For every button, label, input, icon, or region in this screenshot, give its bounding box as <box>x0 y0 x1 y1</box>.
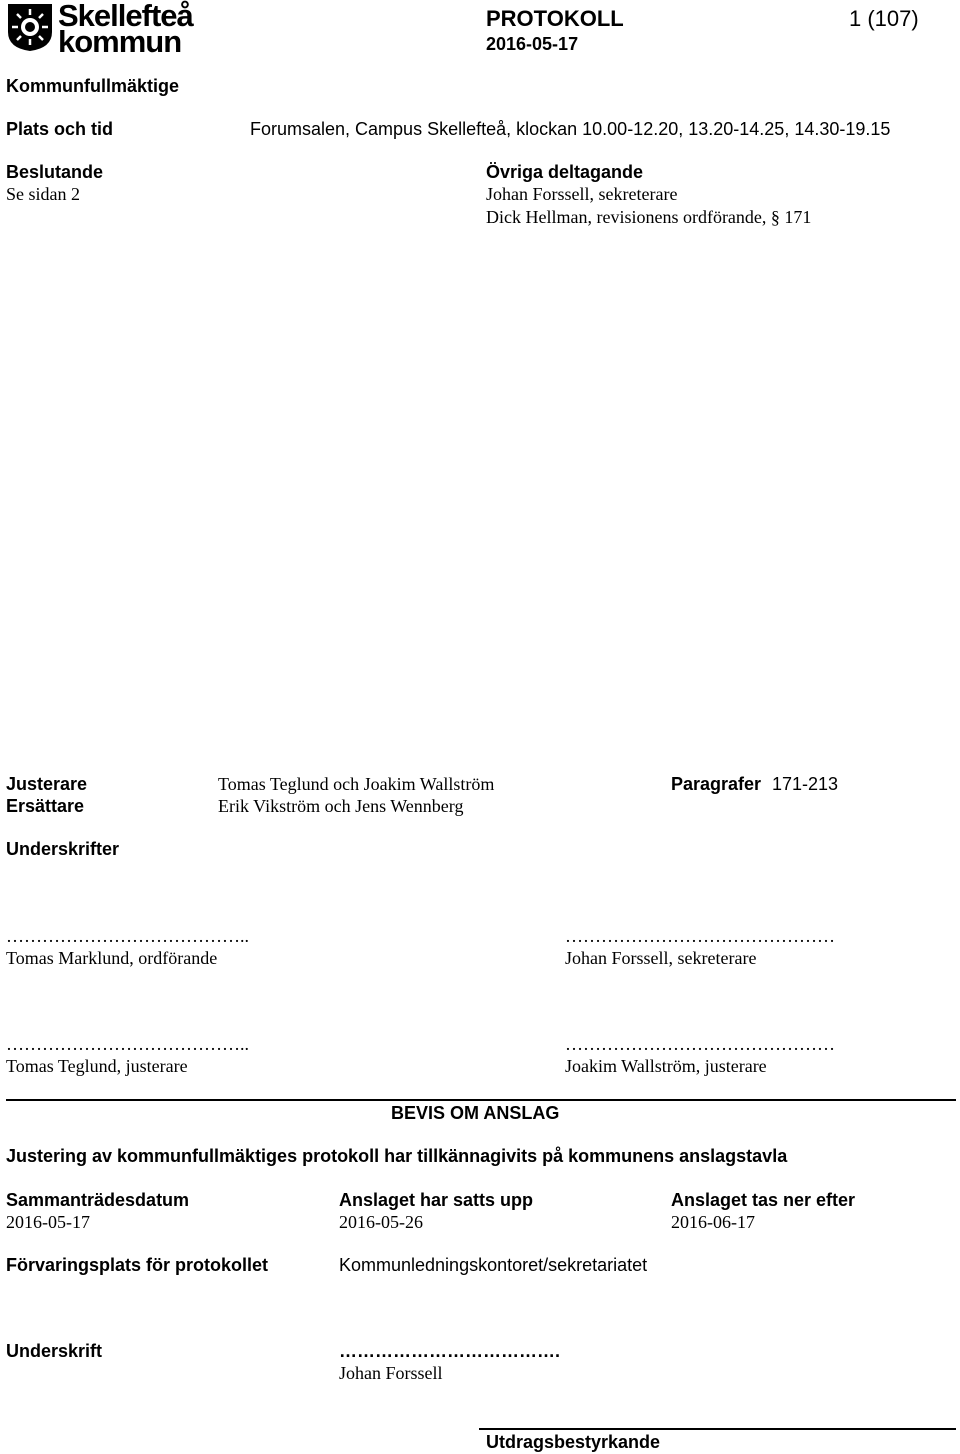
signature-label: Underskrift <box>6 1341 103 1361</box>
footer-divider <box>479 1428 956 1430</box>
document-title: PROTOKOLL <box>486 6 624 31</box>
signature-line: ………………………………. <box>339 1341 561 1361</box>
substitutes-label: Ersättare <box>6 796 85 816</box>
coat-of-arms-icon <box>6 2 54 52</box>
notice-title: BEVIS OM ANSLAG <box>391 1103 560 1123</box>
adjusters-label: Justerare <box>6 774 88 794</box>
place-value: Forumsalen, Campus Skellefteå, klockan 10.00-12.20, 13.20-14.25, 14.30-19.15 <box>250 119 891 139</box>
others-item: Johan Forssell, sekreterare <box>486 184 678 204</box>
place-label: Plats och tid <box>6 119 114 139</box>
meeting-date-value: 2016-05-17 <box>6 1212 90 1232</box>
signature-line: ……………………………………… <box>565 926 835 946</box>
signature-line: ……………………………………… <box>565 1034 835 1054</box>
paragraphs-value: 171-213 <box>772 774 839 794</box>
document-date: 2016-05-17 <box>486 34 579 54</box>
posted-label: Anslaget har satts upp <box>339 1190 534 1210</box>
signer-name: Johan Forssell, sekreterare <box>565 948 757 968</box>
storage-value: Kommunledningskontoret/sekretariatet <box>339 1255 648 1275</box>
substitutes-value: Erik Vikström och Jens Wennberg <box>218 796 464 816</box>
governing-body: Kommunfullmäktige <box>6 76 180 96</box>
page-number: 1 (107) <box>849 6 919 31</box>
section-divider <box>6 1099 956 1101</box>
signature-name: Johan Forssell <box>339 1363 443 1383</box>
notice-statement: Justering av kommunfullmäktiges protokoll har tillkännagivits på kommunens anslagstavla <box>6 1146 788 1166</box>
logo-text-line1: Skellefteå <box>58 0 193 33</box>
signer-name: Joakim Wallström, justerare <box>565 1056 767 1076</box>
storage-label: Förvaringsplats för protokollet <box>6 1255 269 1275</box>
signer-name: Tomas Teglund, justerare <box>6 1056 188 1076</box>
adjusters-value: Tomas Teglund och Joakim Wallström <box>218 774 495 794</box>
others-label: Övriga deltagande <box>486 162 644 182</box>
paragraphs-label: Paragrafer <box>671 774 762 794</box>
removed-label: Anslaget tas ner efter <box>671 1190 856 1210</box>
meeting-date-label: Sammanträdesdatum <box>6 1190 190 1210</box>
deciding-label: Beslutande <box>6 162 104 182</box>
footer-label: Utdragsbestyrkande <box>486 1432 661 1452</box>
others-item: Dick Hellman, revisionens ordförande, § 171 <box>486 207 812 227</box>
municipality-logo <box>6 0 196 59</box>
deciding-value: Se sidan 2 <box>6 184 80 204</box>
posted-date-value: 2016-05-26 <box>339 1212 423 1232</box>
signature-line: ………………………………….. <box>6 926 249 946</box>
removed-date-value: 2016-06-17 <box>671 1212 755 1232</box>
signatures-label: Underskrifter <box>6 839 120 859</box>
signer-name: Tomas Marklund, ordförande <box>6 948 218 968</box>
logo-text-line2: kommun <box>58 24 182 59</box>
signature-line: ………………………………….. <box>6 1034 249 1054</box>
